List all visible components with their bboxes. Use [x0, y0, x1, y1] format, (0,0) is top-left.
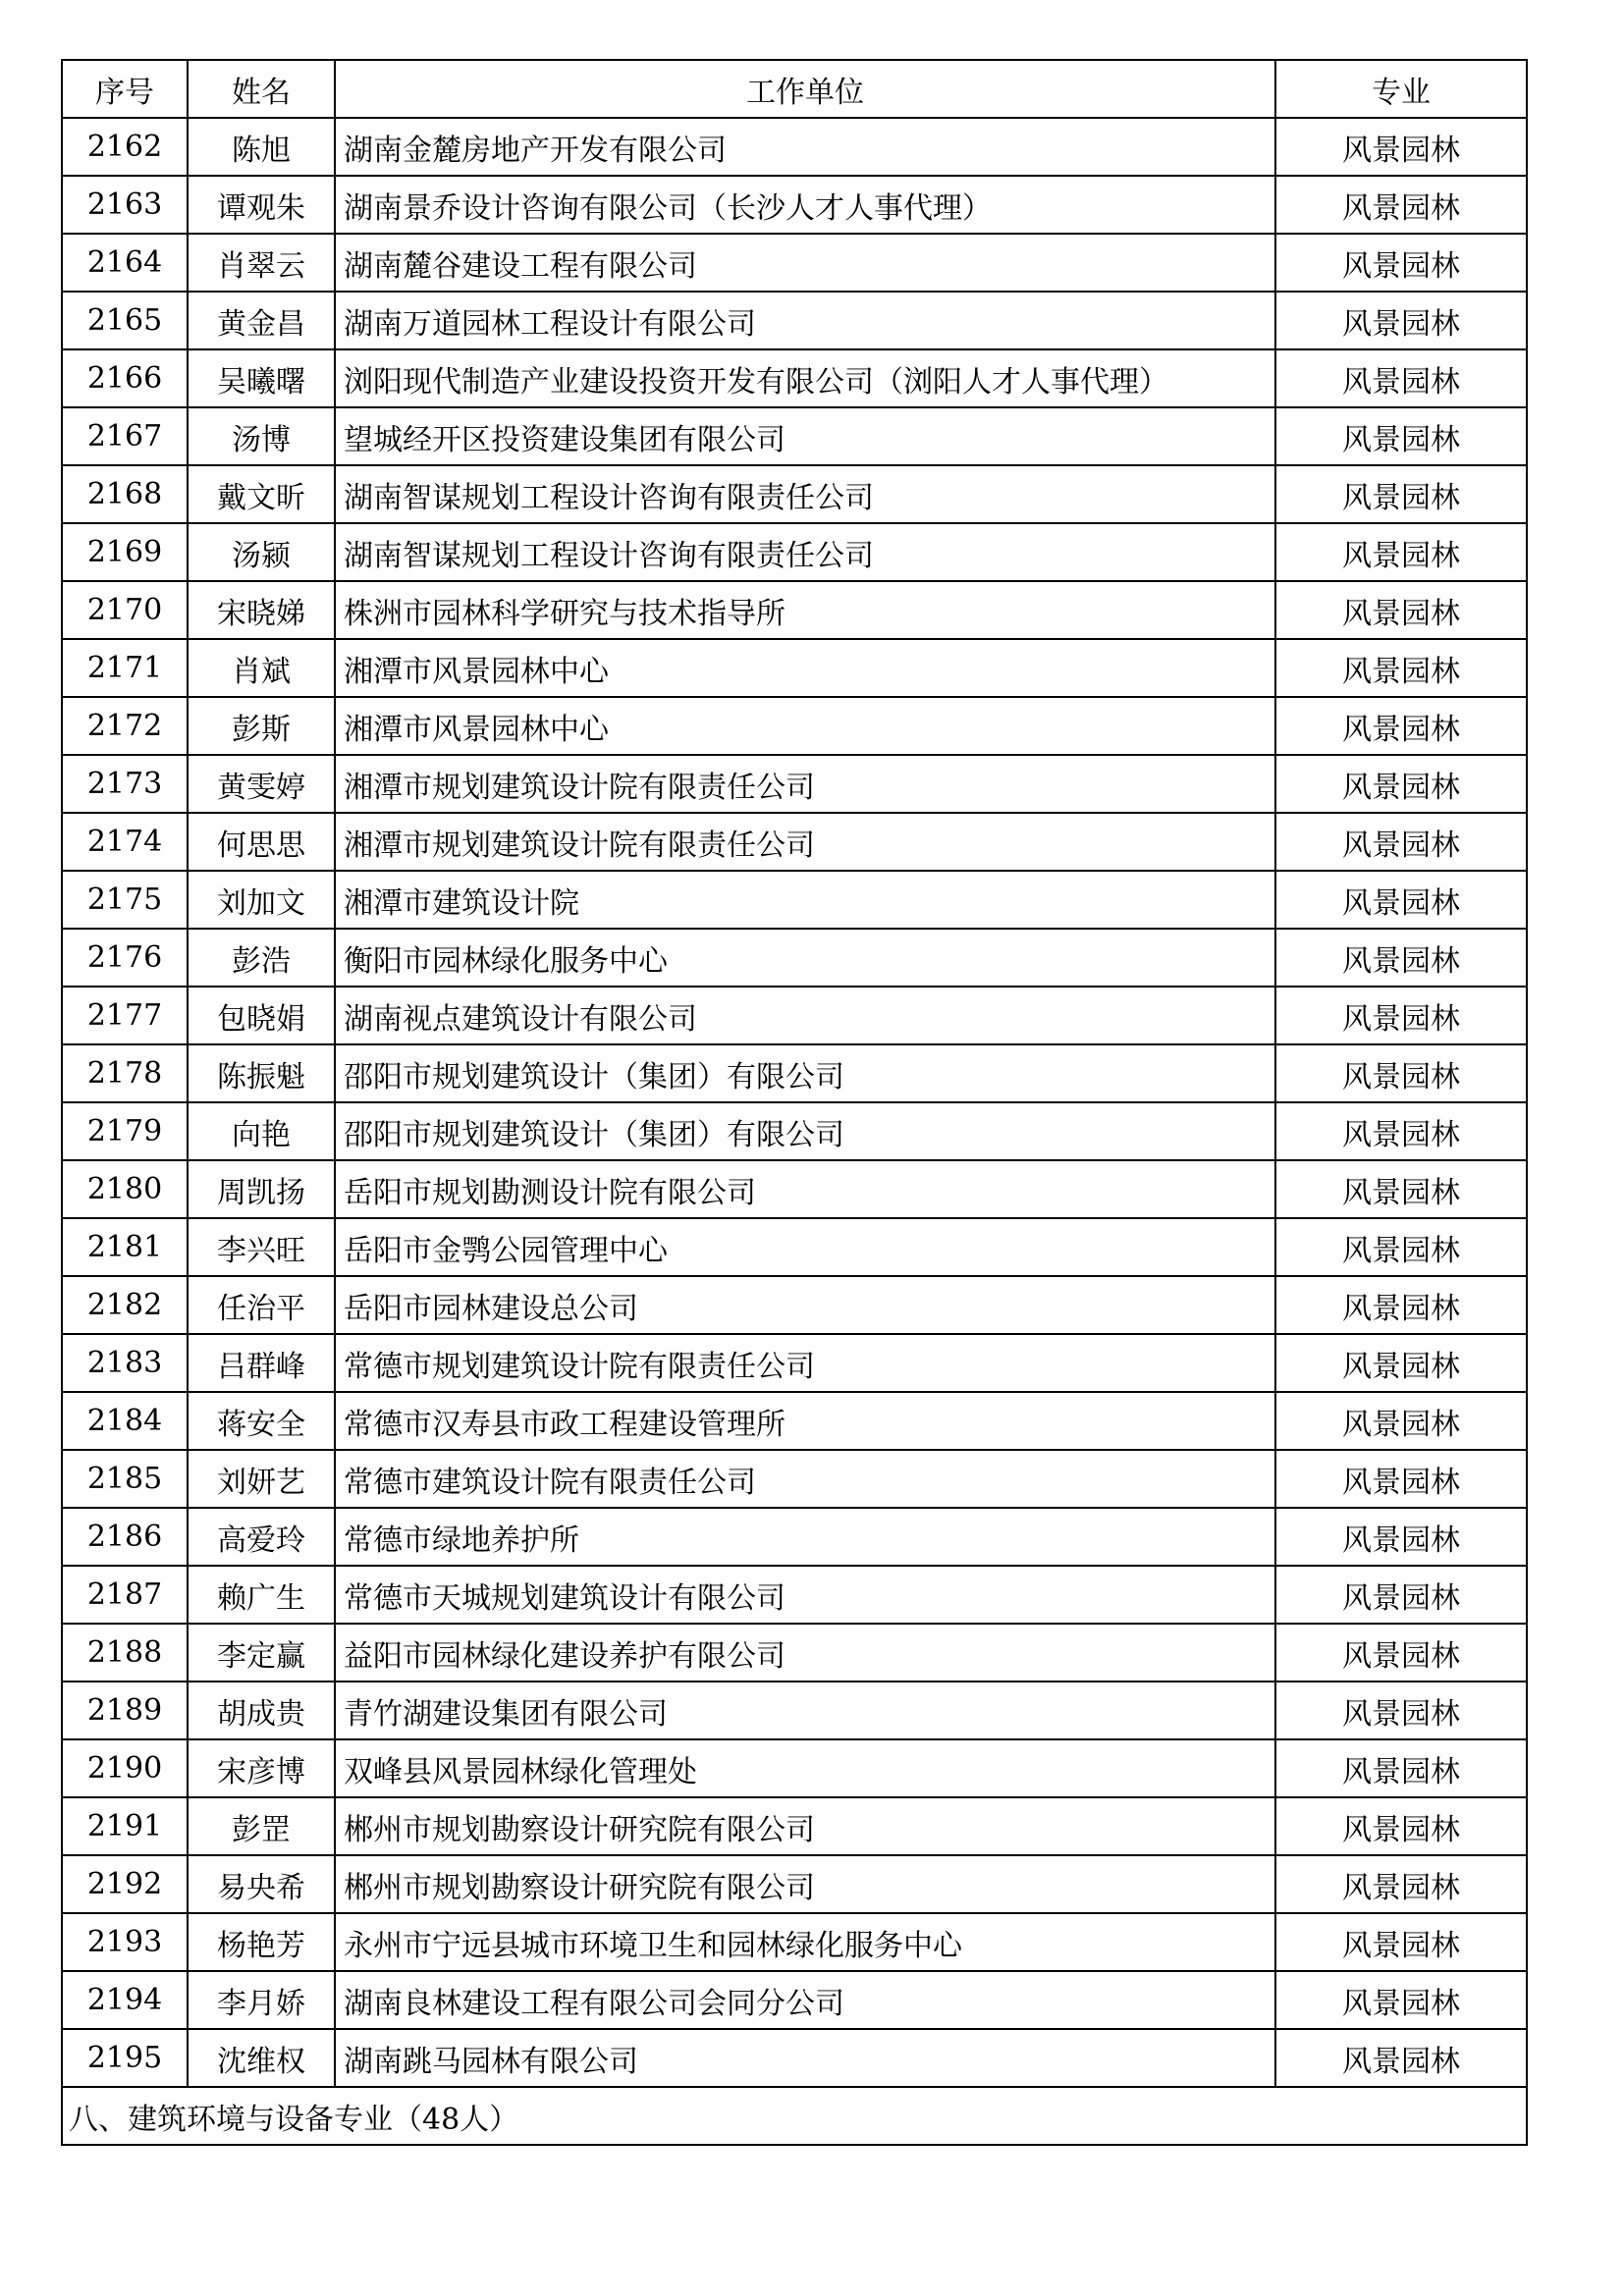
cell-major: 风景园林 [1275, 1797, 1527, 1855]
table-row [62, 1682, 1527, 1739]
cell-unit: 常德市规划建筑设计院有限责任公司 [335, 1334, 1275, 1392]
cell-no: 2172 [62, 697, 188, 755]
cell-no: 2177 [62, 987, 188, 1044]
cell-major: 风景园林 [1275, 929, 1527, 987]
table-row [62, 523, 1527, 581]
cell-name: 汤颍 [188, 523, 335, 581]
cell-name: 宋彦博 [188, 1739, 335, 1797]
cell-no: 2168 [62, 465, 188, 523]
cell-name: 李定赢 [188, 1624, 335, 1682]
cell-major: 风景园林 [1275, 871, 1527, 929]
cell-name: 易央希 [188, 1855, 335, 1913]
cell-unit: 常德市天城规划建筑设计有限公司 [335, 1566, 1275, 1624]
cell-major: 风景园林 [1275, 465, 1527, 523]
table-row [62, 1913, 1527, 1971]
cell-name: 肖翠云 [188, 234, 335, 292]
cell-unit: 湘潭市风景园林中心 [335, 639, 1275, 697]
cell-no: 2164 [62, 234, 188, 292]
cell-no: 2179 [62, 1102, 188, 1160]
cell-no: 2163 [62, 176, 188, 234]
table-row [62, 755, 1527, 813]
cell-unit: 湖南良林建设工程有限公司会同分公司 [335, 1971, 1275, 2029]
cell-unit: 湖南麓谷建设工程有限公司 [335, 234, 1275, 292]
cell-name: 彭斯 [188, 697, 335, 755]
table-row [62, 813, 1527, 871]
cell-name: 彭浩 [188, 929, 335, 987]
table-row [62, 1392, 1527, 1450]
table-row [62, 1624, 1527, 1682]
cell-major: 风景园林 [1275, 1160, 1527, 1218]
cell-major: 风景园林 [1275, 523, 1527, 581]
table-row [62, 465, 1527, 523]
cell-no: 2195 [62, 2029, 188, 2087]
cell-major: 风景园林 [1275, 234, 1527, 292]
cell-name: 陈旭 [188, 118, 335, 176]
cell-no: 2193 [62, 1913, 188, 1971]
table-row [62, 234, 1527, 292]
table-row [62, 1334, 1527, 1392]
cell-name: 赖广生 [188, 1566, 335, 1624]
cell-no: 2173 [62, 755, 188, 813]
table-row [62, 407, 1527, 465]
header-unit: 工作单位 [335, 60, 1275, 118]
cell-unit: 湘潭市规划建筑设计院有限责任公司 [335, 755, 1275, 813]
cell-major: 风景园林 [1275, 2029, 1527, 2087]
cell-major: 风景园林 [1275, 1102, 1527, 1160]
cell-major: 风景园林 [1275, 1971, 1527, 2029]
cell-unit: 益阳市园林绿化建设养护有限公司 [335, 1624, 1275, 1682]
header-row [62, 60, 1527, 118]
cell-major: 风景园林 [1275, 1566, 1527, 1624]
table-row [62, 1508, 1527, 1566]
cell-no: 2165 [62, 292, 188, 349]
cell-major: 风景园林 [1275, 639, 1527, 697]
cell-major: 风景园林 [1275, 1276, 1527, 1334]
cell-name: 黄金昌 [188, 292, 335, 349]
table-body [62, 118, 1527, 2087]
cell-no: 2178 [62, 1044, 188, 1102]
cell-major: 风景园林 [1275, 1044, 1527, 1102]
cell-unit: 湖南视点建筑设计有限公司 [335, 987, 1275, 1044]
table-row [62, 1566, 1527, 1624]
header-major: 专业 [1275, 60, 1527, 118]
cell-no: 2171 [62, 639, 188, 697]
cell-major: 风景园林 [1275, 1855, 1527, 1913]
cell-unit: 常德市汉寿县市政工程建设管理所 [335, 1392, 1275, 1450]
cell-no: 2176 [62, 929, 188, 987]
cell-major: 风景园林 [1275, 987, 1527, 1044]
table-row [62, 2029, 1527, 2087]
table-header [62, 60, 1527, 118]
cell-major: 风景园林 [1275, 755, 1527, 813]
table-row [62, 1102, 1527, 1160]
roster-table [61, 59, 1528, 2146]
cell-name: 李兴旺 [188, 1218, 335, 1276]
table-row [62, 349, 1527, 407]
cell-name: 陈振魁 [188, 1044, 335, 1102]
cell-unit: 望城经开区投资建设集团有限公司 [335, 407, 1275, 465]
cell-no: 2182 [62, 1276, 188, 1334]
cell-name: 汤博 [188, 407, 335, 465]
cell-unit: 郴州市规划勘察设计研究院有限公司 [335, 1797, 1275, 1855]
header-no: 序号 [62, 60, 188, 118]
cell-no: 2191 [62, 1797, 188, 1855]
table-row [62, 1218, 1527, 1276]
cell-name: 包晓娟 [188, 987, 335, 1044]
cell-unit: 湖南万道园林工程设计有限公司 [335, 292, 1275, 349]
cell-no: 2180 [62, 1160, 188, 1218]
cell-major: 风景园林 [1275, 1334, 1527, 1392]
cell-name: 戴文昕 [188, 465, 335, 523]
cell-no: 2184 [62, 1392, 188, 1450]
section-row [62, 2087, 1527, 2145]
cell-major: 风景园林 [1275, 813, 1527, 871]
cell-name: 谭观朱 [188, 176, 335, 234]
cell-major: 风景园林 [1275, 1392, 1527, 1450]
table-row [62, 639, 1527, 697]
cell-unit: 湖南景乔设计咨询有限公司（长沙人才人事代理） [335, 176, 1275, 234]
cell-no: 2194 [62, 1971, 188, 2029]
cell-name: 吕群峰 [188, 1334, 335, 1392]
cell-name: 蒋安全 [188, 1392, 335, 1450]
cell-major: 风景园林 [1275, 1450, 1527, 1508]
cell-name: 宋晓娣 [188, 581, 335, 639]
cell-unit: 衡阳市园林绿化服务中心 [335, 929, 1275, 987]
cell-no: 2186 [62, 1508, 188, 1566]
cell-unit: 湘潭市建筑设计院 [335, 871, 1275, 929]
table-row [62, 1739, 1527, 1797]
cell-major: 风景园林 [1275, 1682, 1527, 1739]
section-heading: 八、建筑环境与设备专业（48人） [62, 2087, 1527, 2145]
cell-no: 2167 [62, 407, 188, 465]
table-row [62, 1797, 1527, 1855]
cell-unit: 邵阳市规划建筑设计（集团）有限公司 [335, 1044, 1275, 1102]
cell-unit: 常德市绿地养护所 [335, 1508, 1275, 1566]
cell-name: 周凯扬 [188, 1160, 335, 1218]
cell-no: 2188 [62, 1624, 188, 1682]
cell-no: 2166 [62, 349, 188, 407]
table-row [62, 581, 1527, 639]
cell-unit: 邵阳市规划建筑设计（集团）有限公司 [335, 1102, 1275, 1160]
cell-name: 黄雯婷 [188, 755, 335, 813]
cell-major: 风景园林 [1275, 407, 1527, 465]
cell-unit: 湖南智谋规划工程设计咨询有限责任公司 [335, 465, 1275, 523]
cell-major: 风景园林 [1275, 118, 1527, 176]
table-row [62, 1855, 1527, 1913]
cell-unit: 湘潭市风景园林中心 [335, 697, 1275, 755]
table-row [62, 1450, 1527, 1508]
table-row [62, 1276, 1527, 1334]
cell-major: 风景园林 [1275, 292, 1527, 349]
cell-no: 2192 [62, 1855, 188, 1913]
table-row [62, 176, 1527, 234]
table-row [62, 1160, 1527, 1218]
cell-unit: 湘潭市规划建筑设计院有限责任公司 [335, 813, 1275, 871]
cell-major: 风景园林 [1275, 1508, 1527, 1566]
table-row [62, 1971, 1527, 2029]
cell-name: 刘妍艺 [188, 1450, 335, 1508]
cell-unit: 郴州市规划勘察设计研究院有限公司 [335, 1855, 1275, 1913]
cell-major: 风景园林 [1275, 581, 1527, 639]
cell-unit: 岳阳市园林建设总公司 [335, 1276, 1275, 1334]
cell-name: 吴曦曙 [188, 349, 335, 407]
cell-unit: 湖南跳马园林有限公司 [335, 2029, 1275, 2087]
cell-no: 2187 [62, 1566, 188, 1624]
cell-no: 2174 [62, 813, 188, 871]
cell-unit: 双峰县风景园林绿化管理处 [335, 1739, 1275, 1797]
cell-no: 2181 [62, 1218, 188, 1276]
cell-major: 风景园林 [1275, 1739, 1527, 1797]
cell-name: 高爱玲 [188, 1508, 335, 1566]
cell-unit: 岳阳市金鹗公园管理中心 [335, 1218, 1275, 1276]
cell-unit: 青竹湖建设集团有限公司 [335, 1682, 1275, 1739]
cell-no: 2169 [62, 523, 188, 581]
cell-no: 2185 [62, 1450, 188, 1508]
table-row [62, 697, 1527, 755]
table-row [62, 118, 1527, 176]
cell-major: 风景园林 [1275, 697, 1527, 755]
cell-name: 肖斌 [188, 639, 335, 697]
cell-no: 2189 [62, 1682, 188, 1739]
cell-unit: 浏阳现代制造产业建设投资开发有限公司（浏阳人才人事代理） [335, 349, 1275, 407]
cell-name: 刘加文 [188, 871, 335, 929]
cell-name: 彭罡 [188, 1797, 335, 1855]
cell-no: 2175 [62, 871, 188, 929]
header-name: 姓名 [188, 60, 335, 118]
cell-major: 风景园林 [1275, 1218, 1527, 1276]
table-row [62, 987, 1527, 1044]
cell-unit: 永州市宁远县城市环境卫生和园林绿化服务中心 [335, 1913, 1275, 1971]
cell-no: 2162 [62, 118, 188, 176]
cell-name: 何思思 [188, 813, 335, 871]
cell-name: 李月娇 [188, 1971, 335, 2029]
table-row [62, 871, 1527, 929]
cell-major: 风景园林 [1275, 1913, 1527, 1971]
cell-major: 风景园林 [1275, 349, 1527, 407]
cell-major: 风景园林 [1275, 1624, 1527, 1682]
cell-name: 沈维权 [188, 2029, 335, 2087]
cell-name: 杨艳芳 [188, 1913, 335, 1971]
cell-no: 2170 [62, 581, 188, 639]
table-row [62, 1044, 1527, 1102]
cell-unit: 岳阳市规划勘测设计院有限公司 [335, 1160, 1275, 1218]
cell-unit: 株洲市园林科学研究与技术指导所 [335, 581, 1275, 639]
table-row [62, 929, 1527, 987]
cell-no: 2183 [62, 1334, 188, 1392]
cell-name: 向艳 [188, 1102, 335, 1160]
cell-unit: 湖南金麓房地产开发有限公司 [335, 118, 1275, 176]
cell-unit: 常德市建筑设计院有限责任公司 [335, 1450, 1275, 1508]
cell-unit: 湖南智谋规划工程设计咨询有限责任公司 [335, 523, 1275, 581]
cell-major: 风景园林 [1275, 176, 1527, 234]
cell-name: 任治平 [188, 1276, 335, 1334]
cell-no: 2190 [62, 1739, 188, 1797]
table-row [62, 292, 1527, 349]
cell-name: 胡成贵 [188, 1682, 335, 1739]
